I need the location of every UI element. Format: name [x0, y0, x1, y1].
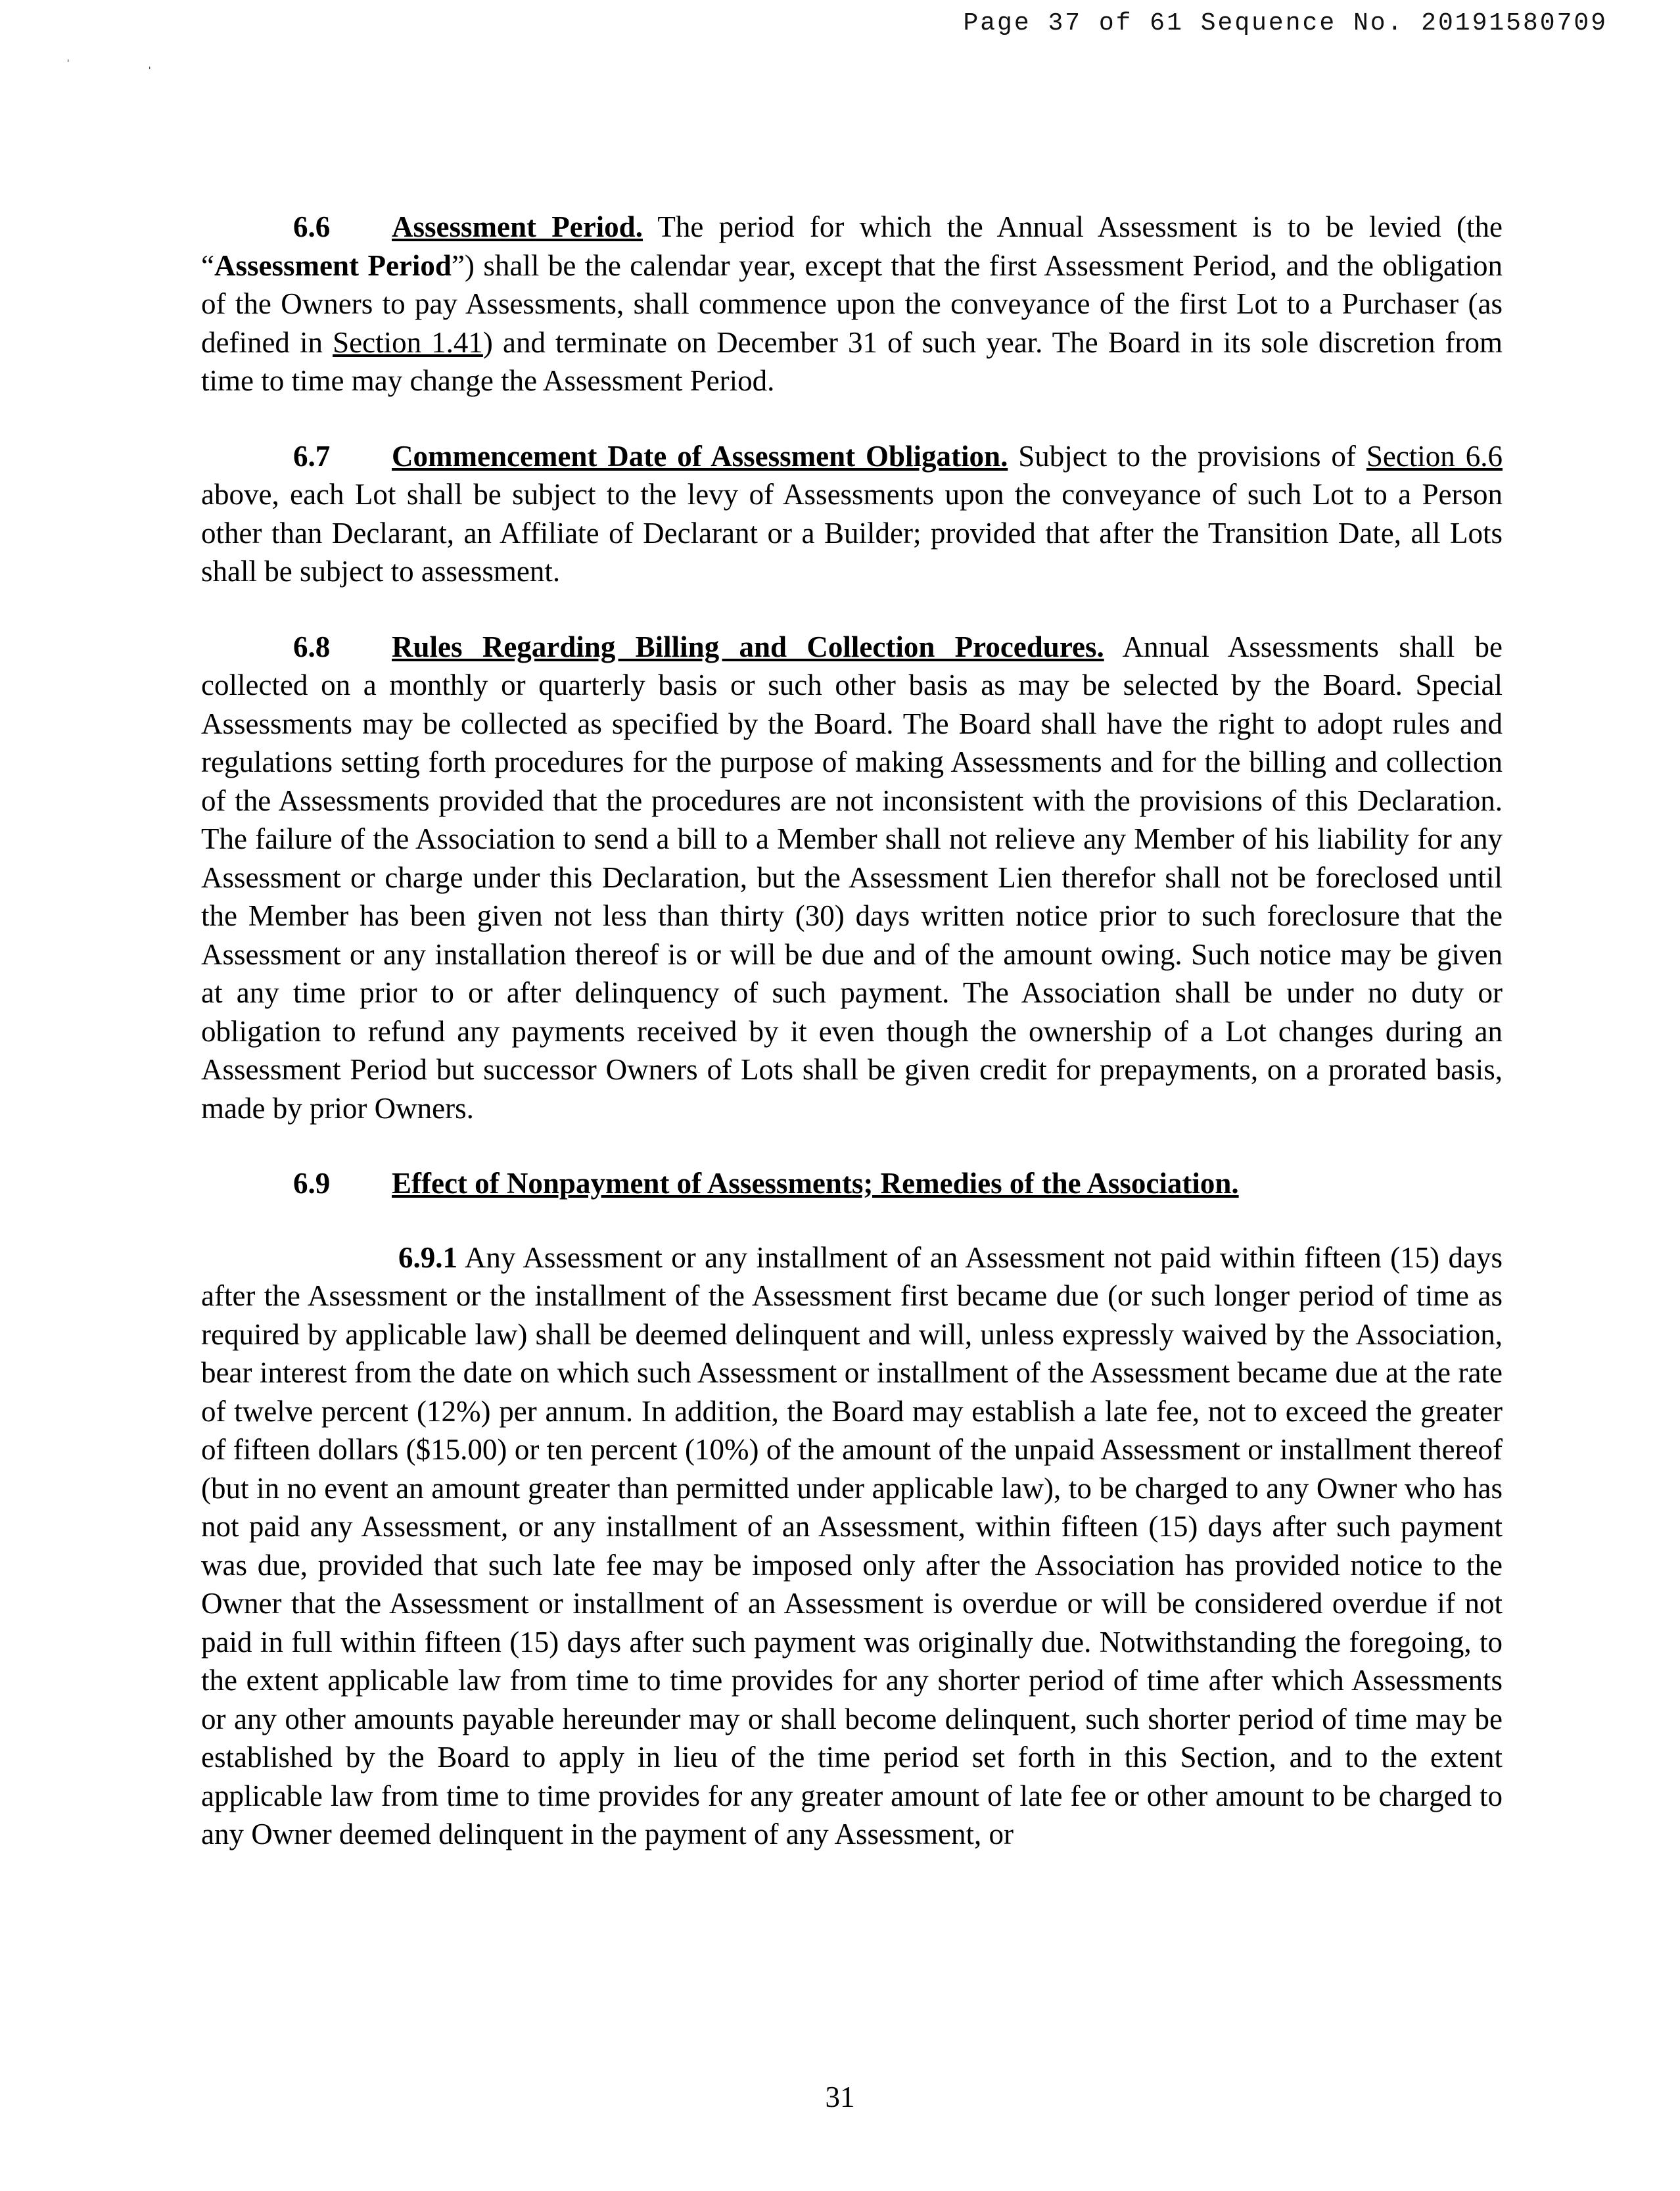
section-number: 6.8 [293, 630, 331, 663]
document-page: Page 37 of 61 Sequence No. 20191580709 ˈ ˌ 6.6 Assessment Period. The period for which the Annual Assessment is to be levied (the “Assessment Period”) shall be the calendar year, except that the first Assessment Period, and the obligation of the Owners to pay Assessments, shall commence upon the conveyance of the first Lot to a Purchaser (as defined in Section 1.41) and terminate on December 31 of such year. The Board in its sole discretion from time to time may change the Assessment Period. 6.7 Commencement Date of Assessment Obligation. Subject to the provisions of Section 6.6 above, each Lot shall be subject to the levy of Assessments upon the conveyance of such Lot to a Person other than Declarant, an Affiliate of Declarant or a Builder; provided that after the Transition Date, all Lots shall be subject to assessment. 6.8 Rules Regarding Billing and Collection Procedures. Annual Assessments shall be collected on a monthly or quarterly basis or such other basis as may be selected by the Board. Special Assessments may be collected as specified by the Board. The Board shall have the right to adopt rules and regulations setting forth procedures for the purpose of making Assessments and for the billing and collection of the Assessments provided that the procedures are not inconsistent with the provisions of this Declaration. The failure of the Association to send a bill to a Member shall not relieve any Member of his liability for any Assessment or charge under this Declaration, but the Assessment Lien therefor shall not be foreclosed until the Member has been given not less than thirty (30) days written notice prior to such foreclosure that the Assessment or any installation thereof is or will be due and of the amount owing. Such notice may be given at any time prior to or after delinquency of such payment. The Association shall be under no duty or obligation to refund any payments received by it even though the ownership of a Lot changes during an Assessment Period but successor Owners of Lots shall be given credit for prepayments, on a prorated basis, made by prior Owners. 6.9 Effect of Nonpayment of Assessments; Remedies of the Association. 6.9.1 Any Assessment or any installment of an Assessment not paid within fifteen (15) days after the Assessment or the installment of the Assessment first became due (or such longer period of time as required by applicable law) shall be deemed delinquent and will, unless expressly waived by the Association, bear interest from the date on which such Assessment or installment of the Assessment became due at the rate of twelve percent (12%) per annum. In addition, the Board may establish a late fee, not to exceed the greater of fifteen dollars ($15.00) or ten percent (10%) of the amount of the unpaid Assessment or installment thereof (but in no event an amount greater than permitted under applicable law), to be charged to any Owner who has not paid any Assessment, or any installment of an Assessment, within fifteen (15) days after such payment was due, provided that such late fee may be imposed only after the Association has provided notice to the Owner that the Assessment or installment of an Assessment is overdue or will be considered overdue if not paid in full within fifteen (15) days after such payment was originally due. Notwithstanding the foregoing, to the extent applicable law from time to time provides for any shorter period of time after which Assessments or any other amounts payable hereunder may or shall become delinquent, such shorter period of time may be established by the Board to apply in lieu of the time period set forth in this Section, and to the extent applicable law from time to time provides for any greater amount of late fee or other amount to be charged to any Owner deemed delinquent in the payment of any Assessment, or 31 [0, 0, 1680, 2191]
section-reference: Section 6.6 [1366, 439, 1503, 473]
section-number: 6.6 [293, 210, 331, 243]
section-heading: Effect of Nonpayment of Assessments; Remedies of the Association. [392, 1167, 1239, 1200]
section-6-6 [201, 208, 1503, 400]
section-text: above, each Lot shall be subject to the levy of Assessments upon the conveyance of such Lot to a Person other than Declarant, an Affiliate of Declarant or a Builder; provided that after the Transition Date, all Lots shall be subject to assessment. [201, 478, 1503, 588]
subsection-number: 6.9.1 [398, 1240, 457, 1274]
section-6-7 [201, 437, 1503, 591]
section-heading: Assessment Period. [392, 210, 643, 243]
document-body [201, 208, 1503, 1854]
section-heading: Rules Regarding Billing and Collection Procedures. [392, 630, 1104, 663]
section-6-8 [201, 628, 1503, 1128]
section-number: 6.7 [293, 439, 331, 473]
page-number: 31 [825, 2081, 855, 2113]
section-text: Any Assessment or any installment of an Assessment not paid within fifteen (15) days after the Assessment or the installment of the Assessment first became due (or such longer period of time as required by applicable law) shall be deemed delinquent and will, unless expressly waived by the Association, bear interest from the date on which such Assessment or installment of the Assessment became due at the rate of twelve percent (12%) per annum. In addition, the Board may establish a late fee, not to exceed the greater of fifteen dollars ($15.00) or ten percent (10%) of the amount of the unpaid Assessment or installment thereof (but in no event an amount greater than permitted under applicable law), to be charged to any Owner who has not paid any Assessment, or any installment of an Assessment, within fifteen (15) days after such payment was due, provided that such late fee may be imposed only after the Association has provided notice to the Owner that the Assessment or installment of an Assessment is overdue or will be considered overdue if not paid in full within fifteen (15) days after such payment was originally due. Notwithstanding the foregoing, to the extent applicable law from time to time provides for any shorter period of time after which Assessments or any other amounts payable hereunder may or shall become delinquent, such shorter period of time may be established by the Board to apply in lieu of the time period set forth in this Section, and to the extent applicable law from time to time provides for any greater amount of late fee or other amount to be charged to any Owner deemed delinquent in the payment of any Assessment, or [201, 1240, 1503, 1850]
section-6-9 [201, 1164, 1503, 1203]
section-text: The period for which the Annual Assessment is to be levied (the “ [201, 210, 1503, 282]
section-text: Subject to the provisions of [1008, 439, 1366, 473]
section-6-9-1 [201, 1238, 1503, 1854]
section-reference: Section 1.41 [333, 325, 483, 359]
section-number: 6.9 [293, 1167, 331, 1200]
section-text: ) and terminate on December 31 of such year. The Board in its sole discretion from time to time may change the Assessment Period. [201, 325, 1503, 397]
section-heading: Commencement Date of Assessment Obligation. [392, 439, 1008, 473]
section-text: ”) shall be the calendar year, except that the first Assessment Period, and the obligation of the Owners to pay Assessments, shall commence upon the conveyance of the first Lot to a Purchaser (as defined in [201, 248, 1503, 359]
defined-term: Assessment Period [214, 248, 452, 282]
section-text: Annual Assessments shall be collected on a monthly or quarterly basis or such other basis as may be selected by the Board. Special Assessments may be collected as specified by the Board. The Board shall have the right to adopt rules and regulations setting forth procedures for the purpose of making Assessments and for the billing and collection of the Assessments provided that the procedures are not inconsistent with the provisions of this Declaration. The failure of the Association to send a bill to a Member shall not relieve any Member of his liability for any Assessment or charge under this Declaration, but the Assessment Lien therefor shall not be foreclosed until the Member has been given not less than thirty (30) days written notice prior to such foreclosure that the Assessment or any installation thereof is or will be due and of the amount owing. Such notice may be given at any time prior to or after delinquency of such payment. The Association shall be under no duty or obligation to refund any payments received by it even though the ownership of a Lot changes during an Assessment Period but successor Owners of Lots shall be given credit for prepayments, on a prorated basis, made by prior Owners. [201, 630, 1503, 1125]
page-sequence-stamp: Page 37 of 61 Sequence No. 20191580709 [963, 9, 1608, 37]
